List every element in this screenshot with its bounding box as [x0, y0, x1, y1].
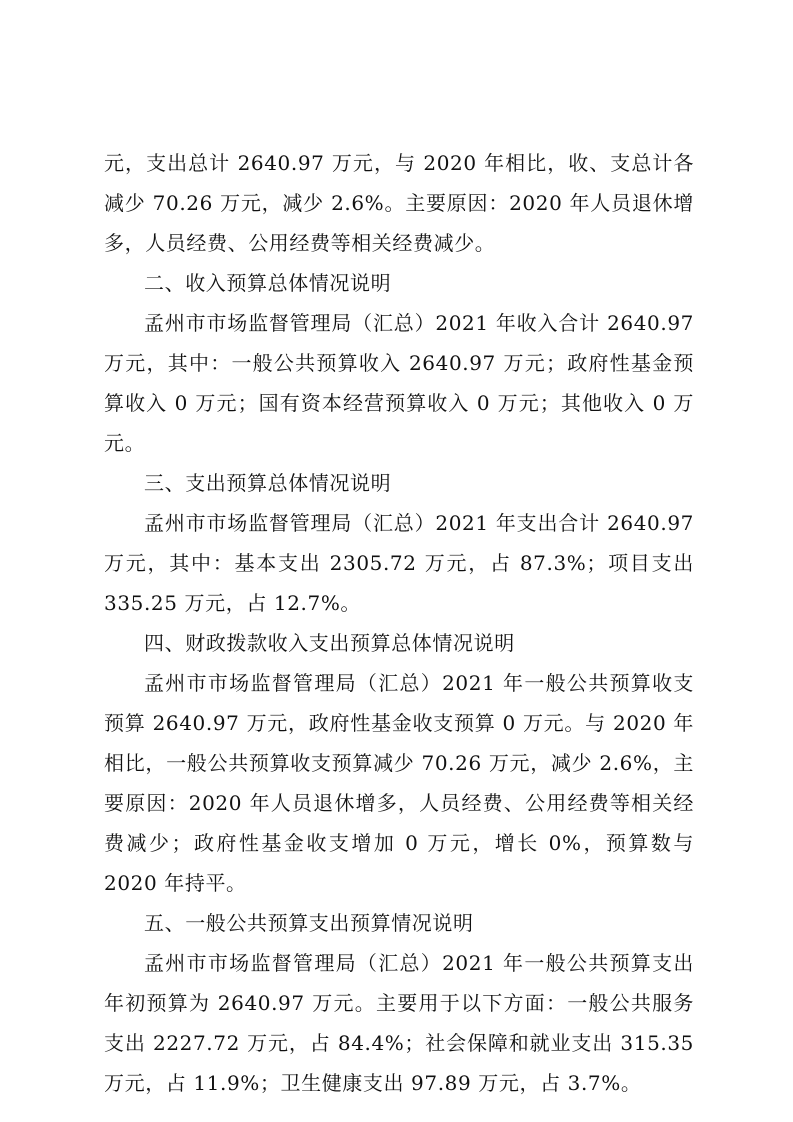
section-heading-expenditure: 三、支出预算总体情况说明: [144, 471, 392, 495]
paragraph-continuation: 元，支出总计 2640.97 万元，与 2020 年相比，收、支总计各减少 70.26 万元，减少 2.6%。主要原因：2020 年人员退休增多，人员经费、公用经费等相关经费减少。: [104, 151, 694, 255]
section-heading-general-public-budget: 五、一般公共预算支出预算情况说明: [144, 911, 474, 935]
section-heading-fiscal-appropriation: 四、财政拨款收入支出预算总体情况说明: [144, 631, 515, 655]
paragraph-fiscal-appropriation: 孟州市市场监督管理局（汇总）2021 年一般公共预算收支预算 2640.97 万元，政府性基金收支预算 0 万元。与 2020 年相比，一般公共预算收支预算减少 70.26 万元，减少 2.6%，主要原因：2020 年人员退休增多，人员经费、公用经费等相关经费减少；政府性基金收支增加 0 万元，增长 0%，预算数与 2020 年持平。: [104, 671, 694, 895]
paragraph-general-public-budget: 孟州市市场监督管理局（汇总）2021 年一般公共预算支出年初预算为 2640.97 万元。主要用于以下方面：一般公共服务支出 2227.72 万元，占 84.4%；社会保障和就业支出 315.35 万元，占 11.9%；卫生健康支出 97.89 万元，占 3.7%。: [104, 951, 694, 1095]
paragraph-income: 孟州市市场监督管理局（汇总）2021 年收入合计 2640.97 万元，其中：一般公共预算收入 2640.97 万元；政府性基金预算收入 0 万元；国有资本经营预算收入 0 万元；其他收入 0 万元。: [104, 311, 694, 455]
paragraph-expenditure: 孟州市市场监督管理局（汇总）2021 年支出合计 2640.97 万元，其中：基本支出 2305.72 万元，占 87.3%；项目支出 335.25 万元，占 12.7%。: [104, 511, 694, 615]
section-heading-income: 二、收入预算总体情况说明: [144, 271, 392, 295]
document-body: [104, 143, 694, 1103]
